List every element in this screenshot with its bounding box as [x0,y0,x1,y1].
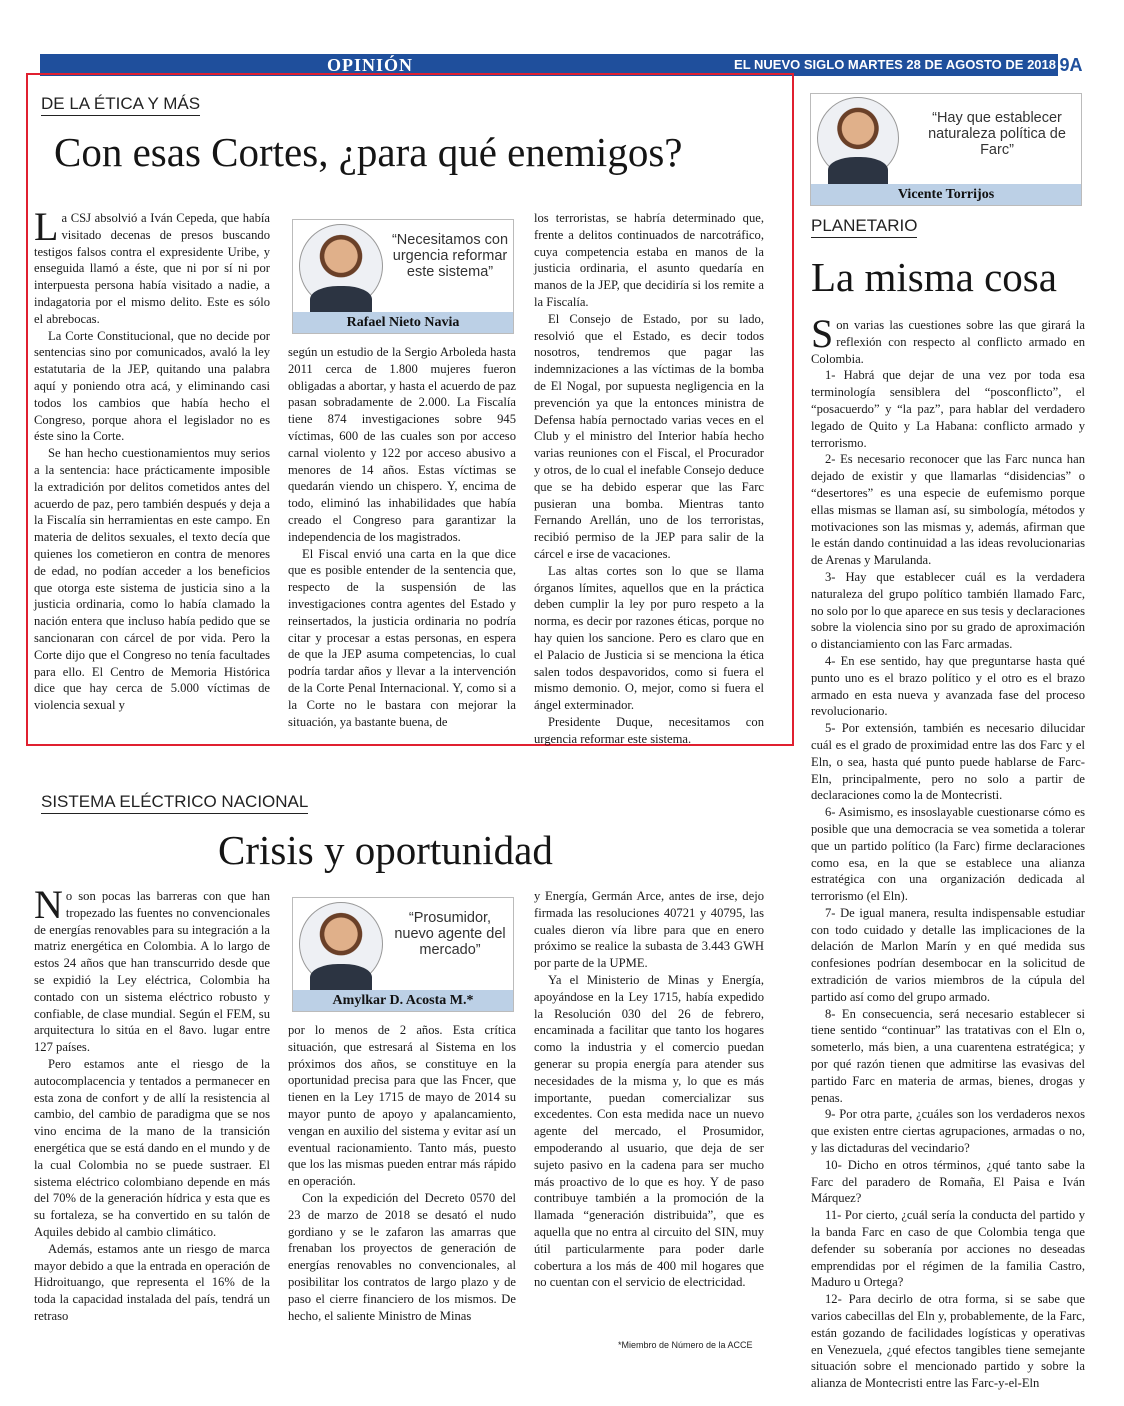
article1-headline: Con esas Cortes, ¿para qué enemigos? [54,129,683,175]
author-footnote: *Miembro de Número de la ACCE [618,1340,753,1350]
paragraph: 8- En consecuencia, será necesario establecer si tiene sentido “continuar” las tratativas con el Eln o, someterlo, más bien, a una cuarentena estratégica; y por qué razón tienen que admitirse las evasivas del partido Farc en materia de armas, bienes, drogas y penas. [811,1006,1085,1105]
paragraph: La Corte Constitucional, que no decide por sentencias sino por comunicados, avaló la ley estatutaria de la JEP, quitando una palabra aquí y poniendo otra acá, y eliminando casi todos los cambios que había hecho el Congreso, porque ahora el legislador no es éste sino la Corte. [34,328,270,444]
author-name: Vicente Torrijos [811,184,1081,205]
newspaper-date: EL NUEVO SIGLO MARTES 28 DE AGOSTO DE 2018 [734,57,1056,72]
paragraph: Las altas cortes son lo que se llama órganos límites, aquellos que en la práctica deben cumplir la ley por puro respeto a la norma, es decir por razones éticas, porque no hay quien los sancione. Pero es claro que en el Palacio de Justicia si se menciona la ética salen todos despavoridos, como si fuera el mismo demonio. O, mejor, como si fuera el ángel exterminador. [534,563,764,713]
paragraph: 12- Para decirlo de otra forma, si se sabe que varios cabecillas del Eln y, probablemente, de la Farc, están gozando de facilidades logísticas y operativas en Venezuela, ¿qué efectos tangibles tiene semejante situación sobre el mencionado partido y sobre la alianza de Montecristi entre las Farc-y-el-Eln [811,1292,1085,1391]
paragraph: Además, estamos ante un riesgo de marca mayor debido a que la entrada en operación de Hidroituango, que representa el 16% de la toda la capacidad instalada del país, tendrá un retraso [34,1241,270,1323]
author-name: Rafael Nieto Navia [293,312,513,333]
paragraph: El Consejo de Estado, por su lado, resolvió que el Estado, es decir todos nosotros, tendremos que pagar las indemnizaciones a las víctimas de la bomba de El Nogal, por supuesta negligencia en la prevención ya que la entonces ministra de Defensa había pernoctado varias veces en el Club y el ministro del Interior había hecho varias reuniones con el Fiscal, el Procurador y otros, de lo cual el inefable Consejo deduce que se ha debido esperar que las Farc pusieran una bomba. Mientras tanto Fernando Arellán, uno de los terroristas, recibió permiso de la JEP para salir de la cárcel e irse de vacaciones. [534,311,764,561]
paragraph: 2- Es necesario reconocer que las Farc nunca han dejado de existir y que llamarlas “disidencias” o “desertores” es una especie de eufemismo porque ellas mismas se llaman así, su simbología, métodos y motivaciones son las mismas y, además, afirman que le están dando continuidad a las ideas revolucionarias de Arenas y Marulanda. [811,452,1085,568]
article3-pull-quote [810,93,1082,206]
paragraph: Ya el Ministerio de Minas y Energía, apoyándose en la Ley 1715, había expedido la Resolución 030 del 26 de febrero, encaminada a facilitar que tanto los hogares como la industria y el comercio puedan generar su propia energía para atender sus necesidades de la misma y, lo que es más importante, puedan comercializar sus excedentes. Con esta medida nace un nuevo agente del mercado, el Prosumidor, empoderando al usuario, que deja de ser sujeto pasivo en la cadena para ser mucho más proactivo de lo que es hoy. Y de paso contribuye también a la promoción de la llamada “generación distribuida”, que es aquella que no entra al circuito del SIN, muy útil particularmente para poder darle cobertura a los más de 400 mil hogares que no cuentan con el servicio de electricidad. [534,972,764,1290]
article2-headline: Crisis y oportunidad [218,827,553,873]
article1-column-2 [288,344,516,738]
article1-pull-quote [292,219,514,334]
paragraph: 5- Por extensión, también es necesario dilucidar cuál es el grado de proximidad entre las dos Farc y el Eln, o sea, hasta qué punto puede hablarse de Farc-Eln, principalmente, pero no solo a partir de declaraciones como la de Montecristi. [811,721,1085,803]
author-name: Amylkar D. Acosta M.* [293,990,513,1011]
article1-column-3 [534,210,764,746]
paragraph: 7- De igual manera, resulta indispensable estudiar con todo cuidado y detalle las implicaciones de la delación de Marlon Marín y en qué medida sus confesiones podrían desembocar en la solicitud de extradición de varios miembros de la cúpula del partido así como del grupo armado. [811,905,1085,1004]
article1-column-1: La CSJ absolvió a Iván Cepeda, que había visitado decenas de presos buscando testigos falsos contra el expresidente Uribe, y enseguida llamó a éste, que ni por sí ni por interpuesta persona había visitado a nadie, a indagatoria por el mismo delito. Este es sólo el abrebocas. La Corte Constitucional, que no decide por sentencias sino por comunicados, avaló la ley estatutaria de la JEP, quitando una palabra aquí y poniendo otra acá, y eliminando casi todos los cambios que había hecho el Congreso, porque ahora el legislador no es éste sino la Corte. Se han hecho cuestionamientos muy serios a la sentencia: hace prácticamente imposible la extradición por delitos cometidos antes del acuerdo de paz, pero también después y deja a la Fiscalía sin herramientas en este campo. En materia de delitos sexuales, el texto decía que quienes los cometieron en contra de menores de edad, no podían acceder a los beneficios que otorga este sistema de justicia sino a la justicia ordinaria, como lo había clamado la nación entera que incluso había pedido que se sancionaran con cárcel de por vida. Pero la Corte dijo que el Congreso no tenía facultades para ello. El Centro de Memoria Histórica dice que hay cerca de 5.000 víctimas de violencia sexual y [34,204,270,713]
paragraph: 11- Por cierto, ¿cuál sería la conducta del partido y la banda Farc en caso de que Colombia tenga que defender su soberanía por acciones no deseadas emprendidas por el régimen de la familia Castro, Maduro u Ortega? [811,1208,1085,1290]
paragraph: Presidente Duque, necesitamos con urgencia reformar este sistema. [534,714,764,746]
paragraph: 6- Asimismo, es insoslayable cuestionarse cómo es posible que una democracia se vea sometida a tolerar que un partido político (la Farc) firme declaraciones como esa, en la que se establece una alianza estratégica con una organización dedicada al terrorismo (el Eln). [811,805,1085,904]
article2-column-1: No son pocas las barreras con que han tropezado las fuentes no convencionales de energías renovables para su integración a la matriz energética en Colombia. A lo largo de estos 24 años que han transcurrido desde que se expidió la Ley eléctrica, Colombia ha contado con un sistema eléctrico robusto y confiable, de clase mundial. Según el FEM, su arquitectura lo sitúa en el 8avo. lugar entre 127 países. Pero estamos ante el riesgo de la autocomplacencia y tentados a permanecer en esta zona de confort y de allí la resistencia al cambio, del cambio de paradigma que se nos vino encima de la mano de la transición energética que se está dando en el mundo y de la cual Colombia no se puede sustraer. El sistema eléctrico colombiano depende en más del 70% de la generación hídrica y esta que es su fortaleza, se ha convertido en su talón de Aquiles debido al cambio climático. Además, estamos ante un riesgo de marca mayor debido a que la entrada en operación de Hidroituango, que representa el 16% de la toda la capacidad instalada del país, tendrá un retraso [34,882,270,1323]
pull-quote-text: “Prosumidor, nuevo agente del mercado” [394,910,506,958]
paragraph: Pero estamos ante el riesgo de la autocomplacencia y tentados a permanecer en esta zona de confort y de allí la resistencia al cambio, del cambio de paradigma que se nos vino encima de la mano de la transición energética que se está dando en el mundo y de la cual Colombia no se puede sustraer. El sistema eléctrico colombiano depende en más del 70% de la generación hídrica y esta que es su fortaleza, se ha convertido en su talón de Aquiles debido al cambio climático. [34,1056,270,1239]
drop-cap: N [34,882,63,927]
article1-kicker: DE LA ÉTICA Y MÁS [41,94,200,116]
pull-quote-text: “Necesitamos con urgencia reformar este sistema” [391,232,509,280]
pull-quote-text: “Hay que establecer naturaleza política de Farc” [928,110,1066,158]
paragraph: Con la expedición del Decreto 0570 del 23 de marzo de 2018 se desató el nudo gordiano y se le zafaron las amarras que frenaban los proyectos de generación de energías renovables no convencionales, al posibilitar los contratos de largo plazo y de paso el cierre financiero de los mismos. De hecho, el saliente Ministro de Minas [288,1190,516,1323]
paragraph: Se han hecho cuestionamientos muy serios a la sentencia: hace prácticamente imposible la extradición por delitos cometidos antes del acuerdo de paz, pero también después y deja a la Fiscalía sin herramientas en este campo. En materia de delitos sexuales, el texto decía que quienes los cometieron en contra de menores de edad, no podían acceder a los beneficios que otorga este sistema de justicia sino a la justicia ordinaria, como lo había clamado la nación entera que incluso había pedido que se sancionaran con cárcel de por vida. Pero la Corte dijo que el Congreso no tenía facultades para ello. El Centro de Memoria Histórica dice que hay cerca de 5.000 víctimas de violencia sexual y [34,446,270,713]
article2-column-2 [288,1022,516,1398]
article2-kicker: SISTEMA ELÉCTRICO NACIONAL [41,792,308,814]
paragraph: y Energía, Germán Arce, antes de irse, dejo firmada las resoluciones 40721 y 40795, las cuales dieron vía libre para que en enero próximo se realice la subasta de 3.443 GWH por parte de la UPME. [534,889,764,971]
drop-cap: L [34,204,59,249]
paragraph: 1- Habrá que dejar de una vez por toda esa terminología sensiblera del “posconflicto”, el “posacuerdo” y “la paz”, para hablar del verdadero legado de Quito y La Habana: conflicto armado y terrorismo. [811,368,1085,450]
article3-headline: La misma cosa [811,254,1057,300]
article3-kicker: PLANETARIO [811,216,917,238]
paragraph: 10- Dicho en otros términos, ¿qué tanto sabe la Farc del paradero de Romaña, El Paisa e Iván Márquez? [811,1157,1085,1206]
author-photo [299,902,383,986]
paragraph: El Fiscal envió una carta en la que dice que es posible entender de la sentencia que, respecto de la suspensión de las investigaciones contra agentes del Estado y reinsertados, la justicia ordinaria no podría citar y procesar a estas personas, en espera de que la JEP asuma competencias, lo cual podría tardar años y llevar a la intervención de la Corte Penal Internacional. Y, como si a la Corte no le bastara con mejorar la situación, ya bastante buena, de [288,546,516,729]
page-number: 9A [1059,55,1083,75]
paragraph: los terroristas, se habría determinado que, frente a delitos continuados de narcotráfico, cuya competencia estaba en manos de la justicia ordinaria, el asunto quedaría en manos de la JEP, que decidiría si los remite a la Fiscalía. [534,211,764,309]
article3-column: Son varias las cuestiones sobre las que girará la reflexión con respecto al conflicto armado en Colombia. 1- Habrá que dejar de una vez por toda esa terminología sensiblera del “posconflicto”, el “posacuerdo” y “la paz”, para hablar del verdadero legado de Quito y La Habana: conflicto armado y terrorismo. 2- Es necesario reconocer que las Farc nunca han dejado de existir y que llamarlas “disidencias” o “desertores” es una especie de eufemismo porque ellas mismas se llaman así, su simbología, métodos y motivaciones son las mismas y, además, afirman que le están dando continuidad a las ideas revolucionarias de Arenas y Marulanda. 3- Hay que establecer cuál es la verdadera naturaleza del grupo político también llamado Farc, no solo por lo que aparece en sus tesis y declaraciones sobre la violencia sino por su grado de aproximación o distanciamiento con las Farc armadas. 4- En ese sentido, hay que preguntarse hasta qué punto uno es el brazo político y el otro es el brazo armado en esta nueva y avanzada fase del proceso revolucionario. 5- Por extensión, también es necesario dilucidar cuál es el grado de proximidad entre las dos Farc y el Eln, o sea, hasta qué punto puede hablarse de Farc-Eln, principalmente, pero no solo a partir de declaraciones como la de Montecristi. 6- Asimismo, es insoslayable cuestionarse cómo es posible que una democracia se vea sometida a tolerar que un partido político (la Farc) firme declaraciones como esa, en la que se establece una alianza estratégica con una organización dedicada al terrorismo (el Eln). 7- De igual manera, resulta indispensable estudiar con todo cuidado y detalle las implicaciones de la delación de Marlon Marín y en qué medida sus confesiones podrían desembocar en la solicitud de extradición de varios miembros de la cúpula del partido así como del grupo armado. 8- En consecuencia, será necesario establecer si tiene sentido “continuar” las tratativas con el Eln o, someterlo, más bien, a una cuarentena estratégica; y por qué razón tienen que admitirse las evasivas del partido Farc en materia de armas, bienes, drogas y penas. 9- Por otra parte, ¿cuáles son los verdaderos nexos que existen entre ciertas agrupaciones, armadas o no, y las dictaduras del vecindario? 10- Dicho en otros términos, ¿qué tanto sabe la Farc del paradero de Romaña, El Paisa e Iván Márquez? 11- Por cierto, ¿cuál sería la conducta del partido y la banda Farc en caso de que Colombia tenga que defender su soberanía por acciones no deseadas emprendidas por el régimen de la familia Castro, Maduro u Ortega? 12- Para decirlo de otra forma, si se sabe que varios cabecillas del Eln y, probablemente, de la Farc, están gozando de facilidades logísticas y operativas en Venezuela, ¿qué efectos tangibles tiene semejante situación sobre el mencionado partido y sobre la alianza de Montecristi entre las Farc-y-el-Eln [811,311,1085,1391]
paragraph: según un estudio de la Sergio Arboleda hasta 2011 cerca de 1.800 mujeres fueron obligadas a abortar, y hasta el acuerdo de paz pasan sobradamente de 2.000. La Fiscalía tiene 874 investigaciones sobre 945 víctimas, 600 de las cuales son por acceso carnal violento y 122 por acceso abusivo a menores de 14 años. Estas víctimas se quedarán viendo un chispero. Y, encima de todo, eliminó las inhabilidades que había creado el Congreso para garantizar la independencia de los magistrados. [288,345,516,544]
paragraph: 4- En ese sentido, hay que preguntarse hasta qué punto uno es el brazo político y el otro es el brazo armado en esta nueva y avanzada fase del proceso revolucionario. [811,653,1085,719]
paragraph: 3- Hay que establecer cuál es la verdadera naturaleza del grupo político también llamado Farc, no solo por lo que aparece en sus tesis y declaraciones sobre la violencia sino por su grado de aproximación o distanciamiento con las Farc armadas. [811,569,1085,652]
paragraph: 9- Por otra parte, ¿cuáles son los verdaderos nexos que existen entre ciertas agrupaciones, armadas o no, y las dictaduras del vecindario? [811,1107,1085,1156]
paragraph: por lo menos de 2 años. Esta crítica situación, que estresará al Sistema en los próximos dos años, se constituye en la oportunidad precisa para que las Fncer, que tienen en la Ley 1715 de mayo de 2014 su mayor punto de apoyo y apalancamiento, vengan en auxilio del sistema y evitar así un eventual racionamiento. Tanto más, puesto que los las mismas pueden entrar más rápido en operación. [288,1023,516,1189]
author-photo [817,97,899,179]
section-title: OPINIÓN [326,55,413,75]
article2-column-3 [534,888,764,1338]
author-photo [299,224,383,308]
article2-pull-quote [292,897,514,1012]
drop-cap: S [811,311,834,356]
